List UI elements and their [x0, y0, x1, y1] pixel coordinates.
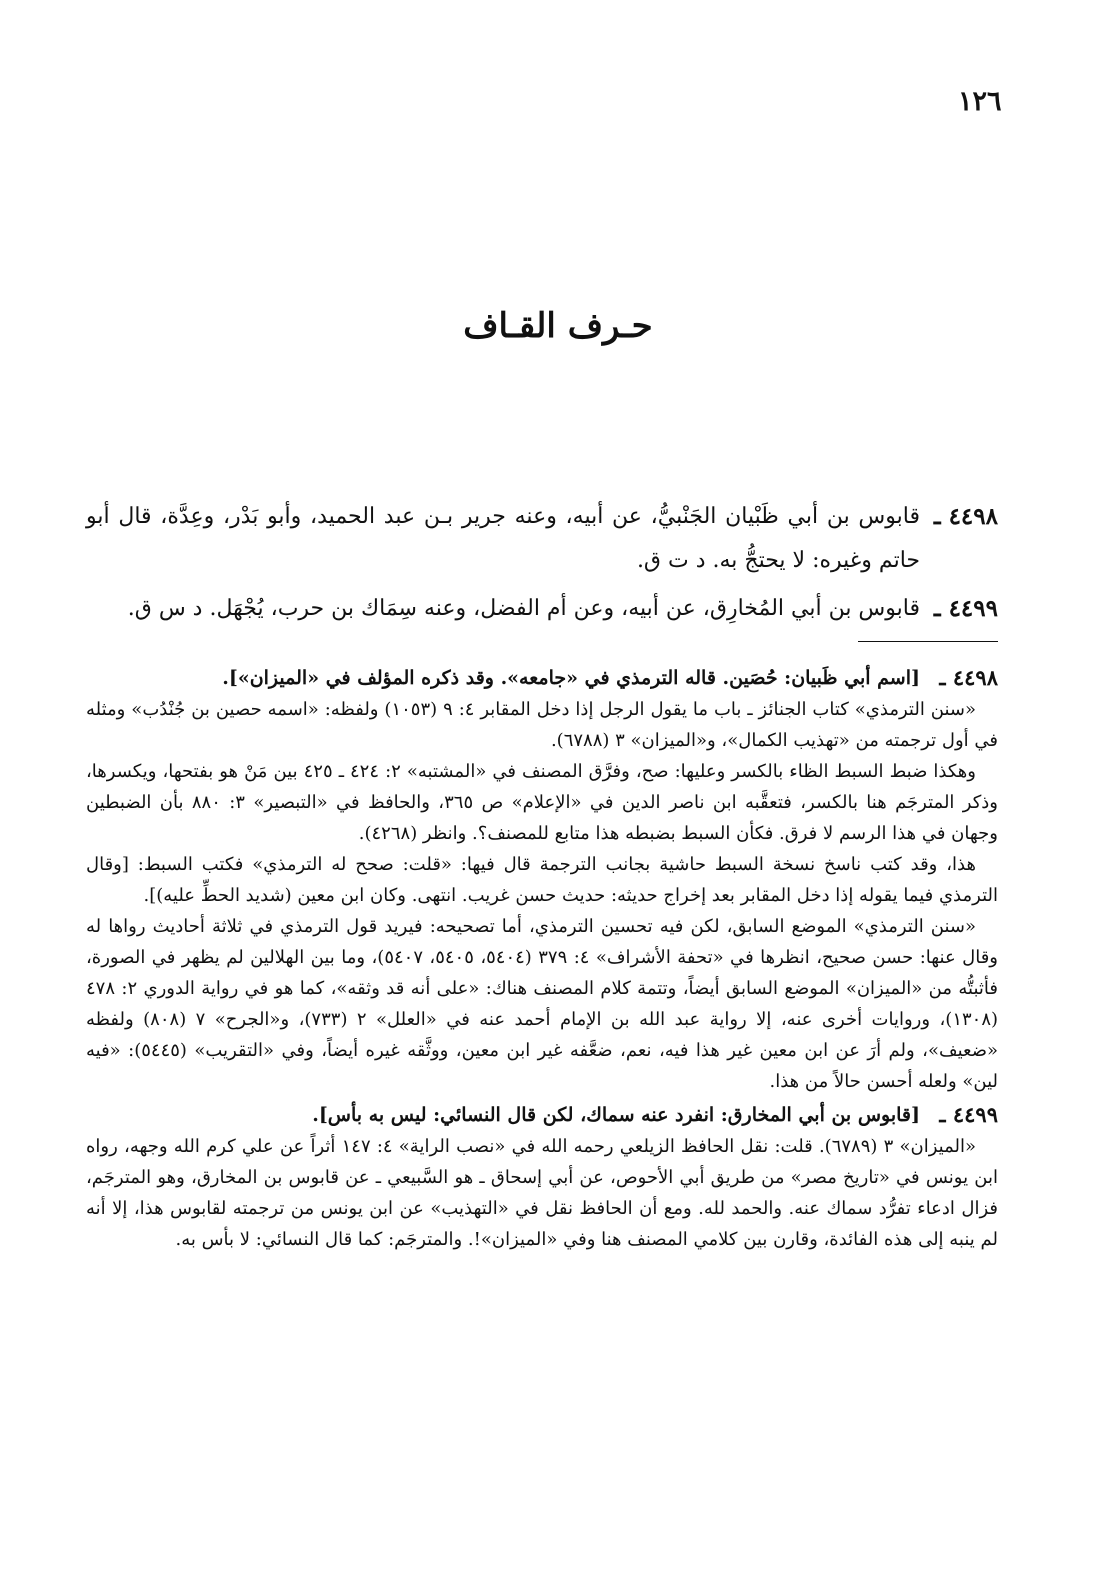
- note-heading-text: [قابوس بن أبي المخارق: انفرد عنه سماك، لكن قال النسائي: ليس به بأس].: [312, 1104, 920, 1126]
- entry-4499: [86, 587, 998, 631]
- entry-number: ٤٤٩٩ ـ: [933, 595, 998, 622]
- note-paragraph: «الميزان» ٣ (٦٧٨٩). قلت: نقل الحافظ الزيلعي رحمه الله في «نصب الراية» ٤: ١٤٧ أثراً عن علي كرم الله وجهه، رواه ابن يونس في «تاريخ مصر» من طريق أبي الأحوص، عن أبي إسحاق ـ هو السَّبيعي ـ عن قابوس بن المخارق، وهو المترجَم، فزال ادعاء تفرُّد سماك عنه. والحمد لله. ومع أن الحافظ نقل في «التهذيب» عن ابن يونس من ترجمته لقابوس هذا، إلا أنه لم ينبه إلى هذه الفائدة، وقارن بين كلامي المصنف هنا وفي «الميزان»!. والمترجَم: كما قال النسائي: لا بأس به.: [86, 1136, 998, 1250]
- note-paragraph: «سنن الترمذي» الموضع السابق، لكن فيه تحسين الترمذي، أما تصحيحه: فيريد قول الترمذي في ثلاثة أحاديث رواها له وقال عنها: حسن صحيح، انظرها في «تحفة الأشراف» ٤: ٣٧٩ (٥٤٠٤، ٥٤٠٥، ٥٤٠٧)، وما بين الهلالين لم يظهر في الصورة، فأثبتُّه من «الميزان» الموضع السابق أيضاً، وتتمة كلام المصنف هناك: «على أنه قد وثقه»، كما هو في رواية الدوري ٢: ٤٧٨ (١٣٠٨)، وروايات أخرى عنه، إلا رواية عبد الله بن الإمام أحمد عنه في «العلل» ٢ (٧٣٣)، و«الجرح» ٧ (٨٠٨) ولفظه «ضعيف»، ولم أرَ عن ابن معين غير هذا فيه، نعم، ضعَّفه غير ابن معين، ووثَّقه غيره أيضاً، وفي «التقريب» (٥٤٤٥): «فيه لين» ولعله أحسن حالاً من هذا.: [86, 916, 999, 1092]
- note-paragraph: وهكذا ضبط السبط الظاء بالكسر وعليها: صح، وفرَّق المصنف في «المشتبه» ٢: ٤٢٤ ـ ٤٢٥ بين مَنْ هو بفتحها، ويكسرها، وذكر المترجَم هنا بالكسر، فتعقَّبه ابن ناصر الدين في «الإعلام» ص ٣٦٥، والحافظ في «التبصير» ٣: ٨٨٠ بأن الضبطين وجهان في هذا الرسم لا فرق. فكأن السبط بضبطه هذا متابع للمصنف؟. وانظر (٤٢٦٨).: [86, 761, 998, 844]
- entry-number: ٤٤٩٨ ـ: [933, 503, 998, 530]
- chapter-title: حـرف القـاف: [463, 306, 653, 346]
- note-number: ٤٤٩٨ ـ: [939, 665, 998, 690]
- note-paragraph: «سنن الترمذي» كتاب الجنائز ـ باب ما يقول الرجل إذا دخل المقابر ٤: ٩ (١٠٥٣) ولفظه: «اسمه حصين بن جُنْدُب» ومثله في أول ترجمته من «تهذيب الكمال»، و«الميزان» ٣ (٦٧٨٨).: [86, 699, 998, 751]
- main-text: [86, 495, 998, 642]
- footnote-separator: [858, 641, 998, 642]
- entry-text: قابوس بن أبي ظَبْيان الجَنْبيُّ، عن أبيه، وعنه جرير بـن عبد الحميد، وأبو بَدْر، وعِدَّة، قال أبو حاتم وغيره: لا يحتجُّ به. د ت ق.: [86, 504, 920, 573]
- page-number: ١٢٦: [958, 86, 1002, 117]
- note-heading-4499: [86, 1099, 998, 1131]
- note-heading-4498: [86, 662, 998, 694]
- entry-text: قابوس بن أبي المُخارِق، عن أبيه، وعن أم الفضل، وعنه سِمَاك بن حرب، يُجْهَل. د س ق.: [127, 596, 920, 621]
- note-heading-text: [اسم أبي ظَبيان: حُصَين. قاله الترمذي في «جامعه». وقد ذكره المؤلف في «الميزان»].: [222, 667, 920, 689]
- note-number: ٤٤٩٩ ـ: [939, 1102, 998, 1127]
- entry-4498: [86, 495, 998, 583]
- footnotes: [86, 660, 998, 1255]
- note-paragraph: هذا، وقد كتب ناسخ نسخة السبط حاشية بجانب الترجمة قال فيها: «قلت: صحح له الترمذي» فكتب السبط: [وقال الترمذي فيما يقوله إذا دخل المقابر بعد إخراج حديثه: حديث حسن غريب. انتهى. وكان ابن معين (شديد الحطِّ عليه)].: [86, 854, 998, 906]
